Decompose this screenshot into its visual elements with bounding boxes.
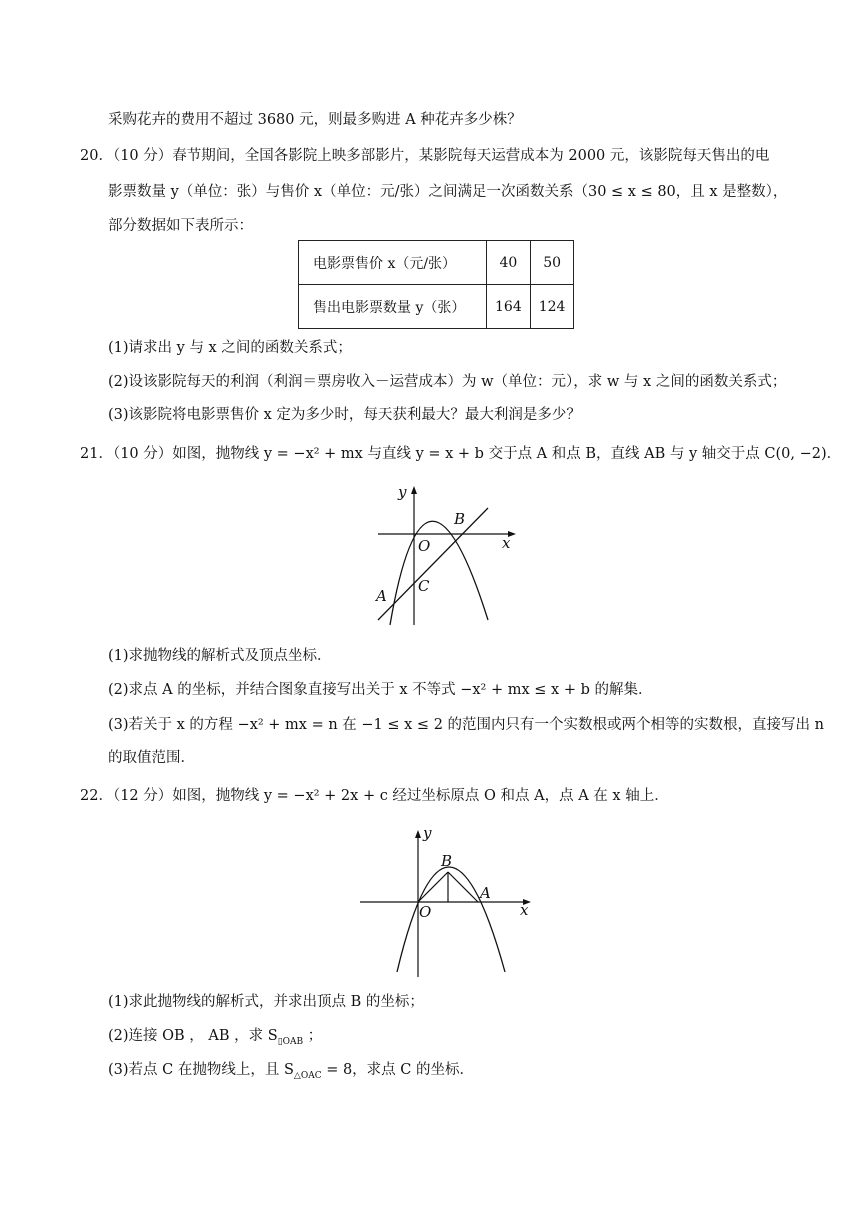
- figure-22: [355, 822, 535, 982]
- question-20-part-1: (1)请求出 y 与 x 之间的函数关系式；: [108, 340, 352, 356]
- table-cell: 50: [530, 241, 574, 285]
- table-row: [299, 285, 574, 329]
- question-22-part-2: [108, 1026, 322, 1052]
- text-span: ；: [303, 1028, 323, 1044]
- subscript: ▯OAB: [277, 1036, 304, 1047]
- text-span: (2)连接 OB ， AB ，求 S: [108, 1028, 278, 1044]
- table-row: [299, 241, 574, 285]
- question-20-stem-cont: 影票数量 y（单位：张）与售价 x（单位：元/张）之间满足一次函数关系（30 ≤ x ≤ 80，且 x 是整数），: [108, 184, 788, 200]
- question-20-stem-cont: 部分数据如下表所示：: [108, 218, 253, 234]
- point-label-a: A: [480, 884, 491, 902]
- question-20-stem: 20．（10 分）春节期间，全国各影院上映多部影片，某影院每天运营成本为 2000 元，该影院每天售出的电: [80, 148, 770, 164]
- axis-label-y: y: [398, 483, 407, 501]
- question-20-part-3: (3)该影院将电影票售价 x 定为多少时，每天获利最大？最大利润是多少？: [108, 407, 581, 423]
- table-cell: 40: [487, 241, 531, 285]
- question-22-part-3: [108, 1060, 474, 1086]
- question-21-part-1: (1)求抛物线的解析式及顶点坐标．: [108, 648, 332, 664]
- question-21-part-3-cont: 的取值范围．: [108, 750, 195, 766]
- point-label-b: B: [441, 852, 453, 870]
- text-span: (3)若点 C 在抛物线上，且 S: [108, 1062, 294, 1078]
- point-label-a: A: [376, 587, 387, 605]
- table-cell: 124: [530, 285, 574, 329]
- text-span: = 8，求点 C 的坐标．: [321, 1062, 474, 1078]
- table-cell: 电影票售价 x（元/张）: [299, 241, 487, 285]
- table-cell: 售出电影票数量 y（张）: [299, 285, 487, 329]
- question-21-stem: 21．（10 分）如图，抛物线 y = −x² + mx 与直线 y = x + b 交于点 A 和点 B，直线 AB 与 y 轴交于点 C(0, −2)．: [80, 446, 842, 462]
- subscript: △OAC: [293, 1070, 322, 1081]
- table-cell: 164: [487, 285, 531, 329]
- axis-label-y: y: [423, 824, 432, 842]
- figure-21: [370, 480, 520, 630]
- question-22-part-1: (1)求此抛物线的解析式，并求出顶点 B 的坐标；: [108, 994, 424, 1010]
- point-label-o: O: [418, 537, 431, 555]
- data-table: [298, 240, 574, 329]
- axis-label-x: x: [502, 534, 511, 552]
- question-22-stem: 22．（12 分）如图，抛物线 y = −x² + 2x + c 经过坐标原点 O 和点 A，点 A 在 x 轴上．: [80, 788, 669, 804]
- point-label-b: B: [454, 510, 466, 528]
- point-label-c: C: [418, 577, 430, 595]
- text-line: 采购花卉的费用不超过 3680 元，则最多购进 A 种花卉多少株？: [108, 112, 522, 128]
- question-20-part-2: (2)设该影院每天的利润（利润＝票房收入－运营成本）为 w（单位：元），求 w 与 x 之间的函数关系式；: [108, 374, 787, 390]
- question-21-part-2: (2)求点 A 的坐标，并结合图象直接写出关于 x 不等式 −x² + mx ≤ x + b 的解集．: [108, 682, 653, 698]
- axis-label-x: x: [520, 901, 529, 919]
- question-21-part-3: (3)若关于 x 的方程 −x² + mx = n 在 −1 ≤ x ≤ 2 的范围内只有一个实数根或两个相等的实数根，直接写出 n: [108, 717, 824, 733]
- point-label-o: O: [419, 903, 432, 921]
